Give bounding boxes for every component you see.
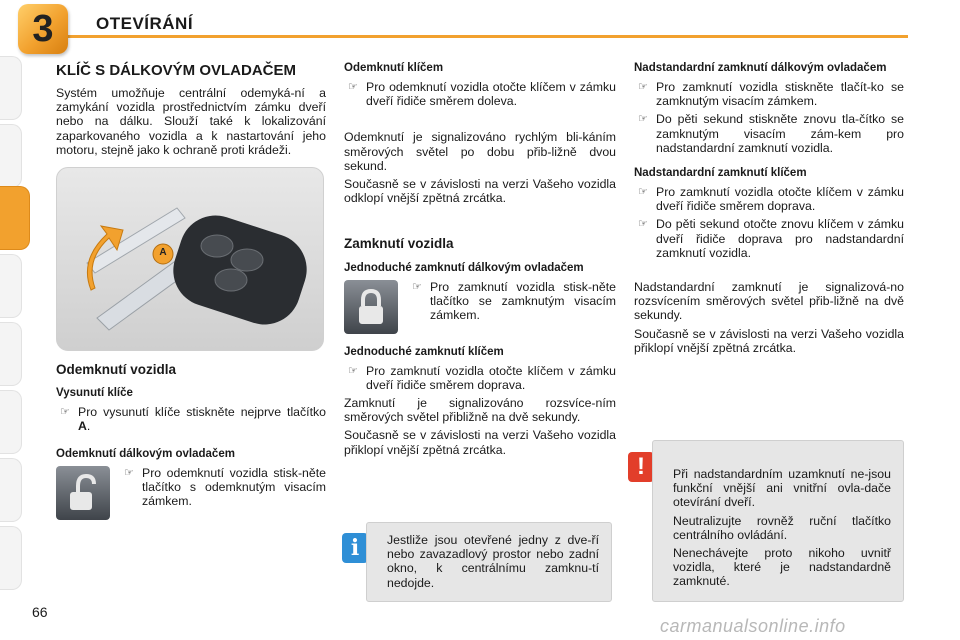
chapter-tab[interactable] <box>0 56 22 120</box>
info-text: Jestliže jsou otevřené jedny z dve-ří nebo zavazadlový prostor nebo zadní okno, k centrálnímu zamknu-tí nedojde. <box>387 533 599 590</box>
info-icon: i <box>342 533 368 563</box>
section-heading: KLÍČ S DÁLKOVÝM OVLADAČEM <box>56 62 296 79</box>
info-note <box>366 522 612 602</box>
pointing-hand-icon: ☞ <box>638 81 648 93</box>
key-illustration <box>57 168 324 351</box>
column-middle <box>344 62 616 461</box>
pointing-hand-icon: ☞ <box>638 186 648 199</box>
list-item: ☞ Do pěti sekund otočte znovu klíčem v zámku dveří řidiče doprava pro nadstandardní zamknutí vozidla. <box>634 217 904 260</box>
pointing-hand-icon: ☞ <box>60 406 70 419</box>
chapter-tab[interactable] <box>0 254 22 318</box>
subsection-heading: Nadstandardní zamknutí dálkovým ovladačem <box>634 62 887 74</box>
pointing-hand-icon: ☞ <box>638 218 648 231</box>
list-item: ☞ Pro zamknutí vozidla stisk-něte tlačítko se zamknutým visacím zámkem. <box>344 280 616 334</box>
paragraph: Nadstandardní zamknutí je signalizová-no rozsvícením směrových světel přib-ližně na dvě sekundy. <box>634 280 904 323</box>
warning-icon: ! <box>628 452 654 482</box>
chapter-tab[interactable] <box>0 458 22 522</box>
chapter-number-badge: 3 <box>18 4 68 54</box>
list-item: ☞ Pro zamknutí vozidla otočte klíčem v zámku dveří řidiče směrem doprava. <box>634 185 904 213</box>
button-a-label: A <box>159 247 167 259</box>
section-heading: Zamknutí vozidla <box>344 236 454 252</box>
paragraph: Odemknutí je signalizováno rychlým bli-káním směrových světel po dobu přib-ližně dvou sekund. <box>344 130 616 173</box>
lock-open-icon <box>56 466 110 520</box>
warning-text: Při nadstandardním uzamknutí ne-jsou funkční vnější ani vnitřní ovla-dače otevírání dveří. <box>673 467 891 510</box>
list-item: ☞ Pro odemknutí vozidla otočte klíčem v zámku dveří řidiče směrem doleva. <box>344 80 616 108</box>
chapter-tab[interactable] <box>0 390 22 454</box>
chapter-tab[interactable] <box>0 124 22 188</box>
page-number: 66 <box>32 604 48 620</box>
page-title: OTEVÍRÁNÍ <box>96 14 194 33</box>
paragraph: Zamknutí je signalizováno rozsvíce-ním směrových světel přibližně na dvě sekundy. <box>344 396 616 425</box>
list-item: ☞ Pro odemknutí vozidla stisk-něte tlačítko s odemknutým visacím zámkem. <box>56 466 326 520</box>
watermark: carmanualsonline.info <box>660 616 846 636</box>
column-left <box>56 62 326 528</box>
list-item: ☞ Do pěti sekund stiskněte znovu tla-čítko se zamknutým visacím zám-kem pro nadstandardní zamknutí vozidla. <box>634 112 904 155</box>
intro-paragraph: Systém umožňuje centrální odemyká-ní a zamykání vozidla prostřednictvím zámku dveří nebo na dálku. Slouží také k lokalizování zaparkovaného vozidla a k nastartování jeho motoru, stejně jako k ochraně proti krádeži. <box>56 86 326 157</box>
chapter-tab[interactable] <box>0 322 22 386</box>
paragraph: Současně se v závislosti na verzi Vašeho vozidla přiklopí vnější zpětná zrcátka. <box>344 428 616 457</box>
list-item: ☞ Pro zamknutí vozidla otočte klíčem v zámku dveří řidiče směrem doprava. <box>344 364 616 392</box>
lock-closed-icon <box>344 280 398 334</box>
pointing-hand-icon: ☞ <box>412 280 422 293</box>
subsection-heading: Jednoduché zamknutí klíčem <box>344 345 504 358</box>
pointing-hand-icon: ☞ <box>348 364 358 377</box>
warning-note <box>652 440 904 602</box>
list-item: ☞ Pro zamknutí vozidla stiskněte tlačít-ko se zamknutým visacím zámkem. <box>634 80 904 108</box>
chapter-tab-active[interactable] <box>0 186 30 250</box>
chapter-tab[interactable] <box>0 526 22 590</box>
section-heading: Odemknutí vozidla <box>56 362 177 378</box>
warning-text: Neutralizujte rovněž ruční tlačítko centrálního ovládání. <box>673 513 891 542</box>
subsection-heading: Vysunutí klíče <box>56 387 133 400</box>
subsection-heading: Jednoduché zamknutí dálkovým ovladačem <box>344 261 584 274</box>
list-item: ☞ Pro vysunutí klíče stiskněte nejprve tlačítko A. <box>56 405 326 433</box>
column-right <box>634 62 904 359</box>
subsection-heading: Odemknutí klíčem <box>344 62 444 74</box>
key-remote-icon <box>56 167 324 351</box>
pointing-hand-icon: ☞ <box>638 113 648 126</box>
subsection-heading: Odemknutí dálkovým ovladačem <box>56 447 235 460</box>
chapter-tabs <box>0 0 30 640</box>
paragraph: Současně se v závislosti na verzi Vašeho vozidla odklopí vnější zpětná zrcátka. <box>344 177 616 206</box>
subsection-heading: Nadstandardní zamknutí klíčem <box>634 167 807 180</box>
warning-text: Nenechávejte proto nikoho uvnitř vozidla, které je nadstandardně zamknuté. <box>673 546 891 589</box>
pointing-hand-icon: ☞ <box>348 81 358 93</box>
pointing-hand-icon: ☞ <box>124 466 134 479</box>
paragraph: Současně se v závislosti na verzi Vašeho vozidla přiklopí vnější zpětná zrcátka. <box>634 326 904 355</box>
